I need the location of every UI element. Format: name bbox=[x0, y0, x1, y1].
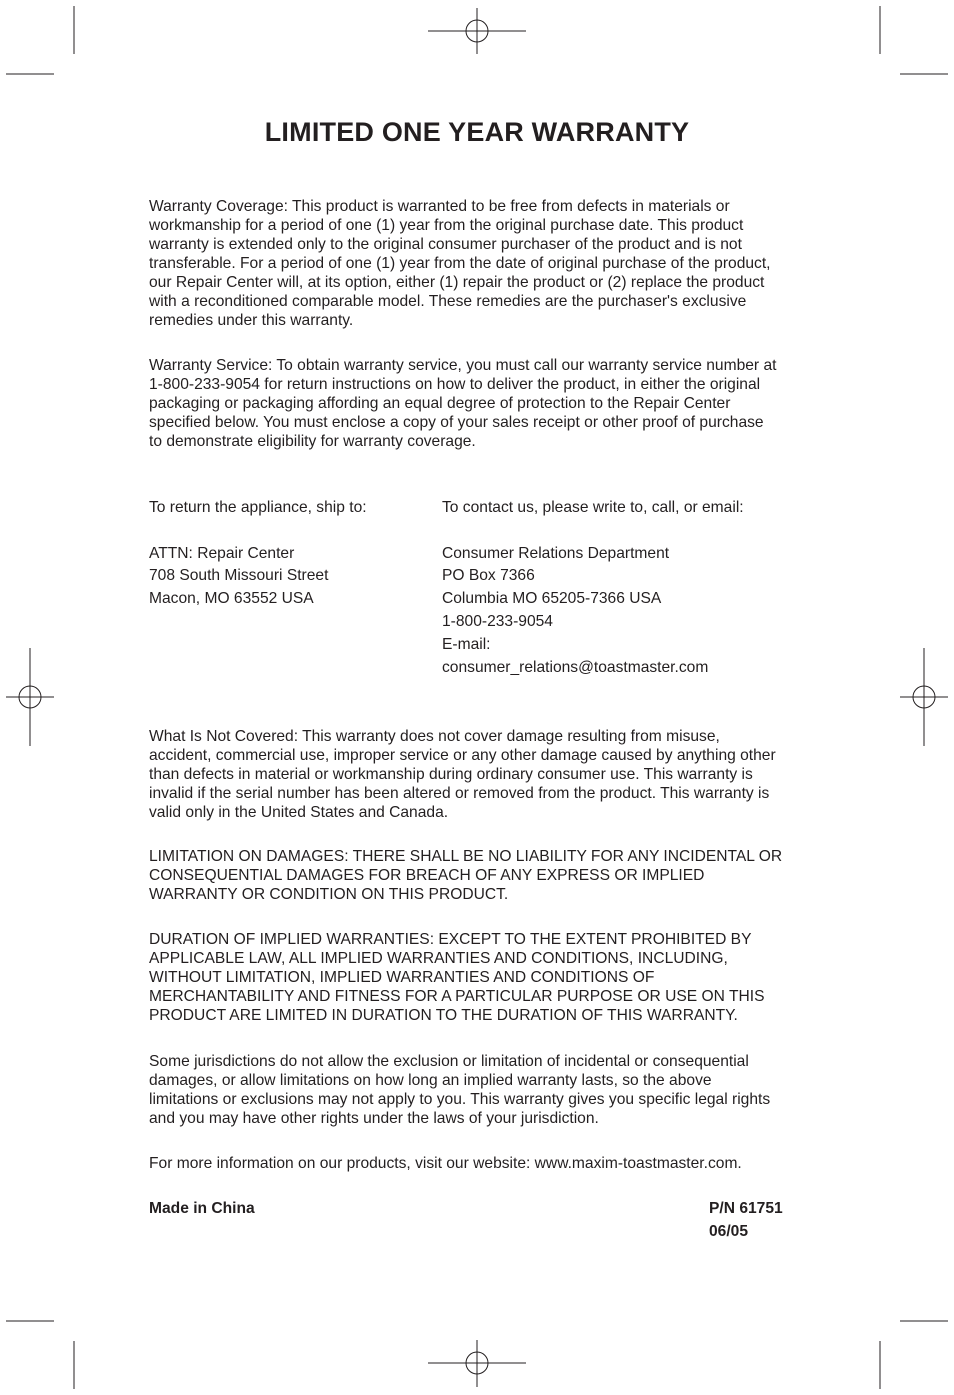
duration-paragraph: DURATION OF IMPLIED WARRANTIES: EXCEPT TO THE EXTENT PROHIBITED BY APPLICABLE LAW, ALL IMPLIED WARRANTIES AND CONDITIONS, INCLUDING, WITHOUT LIMITATION, IMPLIED WARRANTIES AND CONDITIONS OF MERCHANTABILITY AND FITNESS FOR A PARTICULAR PURPOSE OR USE ON THIS PRODUCT ARE LIMITED IN DURATION TO THE DURATION OF THIS WARRANTY. bbox=[149, 931, 765, 1024]
contact-block bbox=[442, 497, 842, 679]
contact-email: consumer_relations@toastmaster.com bbox=[442, 658, 709, 676]
return-address-line: ATTN: Repair Center bbox=[149, 544, 295, 562]
jurisdictions-paragraph: Some jurisdictions do not allow the exclusion or limitation of incidental or consequential damages, or allow limitations on how long an implied warranty lasts, so the above limitations or exclusions may not apply to you. This warranty gives you specific legal rights and you may have other rights under the laws of your jurisdiction. bbox=[149, 1053, 771, 1127]
spacer bbox=[442, 520, 842, 543]
spacer bbox=[149, 520, 429, 543]
contact-line: PO Box 7366 bbox=[442, 567, 535, 585]
return-address-line: Macon, MO 63552 USA bbox=[149, 590, 314, 608]
part-number: P/N 61751 bbox=[709, 1200, 783, 1217]
not-covered-paragraph: What Is Not Covered: This warranty does not cover damage resulting from misuse, accident, commercial use, improper service or any other damage caused by anything other than defects in material or workmanship during ordinary consumer use. This warranty is invalid if the serial number has been altered or removed from the product. This warranty is valid only in the United States and Canada. bbox=[149, 728, 776, 821]
date-code: 06/05 bbox=[709, 1223, 749, 1240]
contact-phone: 1-800-233-9054 bbox=[442, 612, 553, 630]
contact-email-label: E-mail: bbox=[442, 635, 491, 653]
return-address-block bbox=[149, 497, 429, 611]
limitation-paragraph: LIMITATION ON DAMAGES: THERE SHALL BE NO LIABILITY FOR ANY INCIDENTAL OR CONSEQUENTIAL DAMAGES FOR BREACH OF ANY EXPRESS OR IMPLIED WARRANTY OR CONDITION ON THIS PRODUCT. bbox=[149, 848, 783, 903]
contact-line: Columbia MO 65205-7366 USA bbox=[442, 590, 662, 608]
return-address-line: 708 South Missouri Street bbox=[149, 567, 329, 585]
page-title: LIMITED ONE YEAR WARRANTY bbox=[264, 117, 690, 147]
contact-heading: To contact us, please write to, call, or email: bbox=[442, 499, 744, 516]
contact-line: Consumer Relations Department bbox=[442, 544, 670, 562]
warranty-service-paragraph: Warranty Service: To obtain warranty service, you must call our warranty service number at 1-800-233-9054 for return instructions on how to deliver the product, in either the original packaging or packaging affording an equal degree of protection to the Repair Center specified below. You must enclose a copy of your sales receipt or other proof of purchase to demonstrate eligibility for warranty coverage. bbox=[149, 357, 777, 450]
return-heading: To return the appliance, ship to: bbox=[149, 499, 367, 516]
more-info-paragraph: For more information on our products, visit our website: www.maxim-toastmaster.com. bbox=[149, 1155, 742, 1172]
made-in-text: Made in China bbox=[149, 1200, 255, 1217]
origin-label bbox=[149, 1197, 255, 1220]
warranty-coverage-paragraph: Warranty Coverage: This product is warranted to be free from defects in materials or workmanship for a period of one (1) year from the original purchase date. This product warranty is extended only to the original consumer purchaser of the product and is not transferable. For a period of one (1) year from the date of original purchase of the product, our Repair Center will, at its option, either (1) repair the product or (2) replace the product with a reconditioned comparable model. These remedies are the purchaser's exclusive remedies under this warranty. bbox=[149, 198, 771, 329]
part-number-block bbox=[709, 1197, 783, 1243]
